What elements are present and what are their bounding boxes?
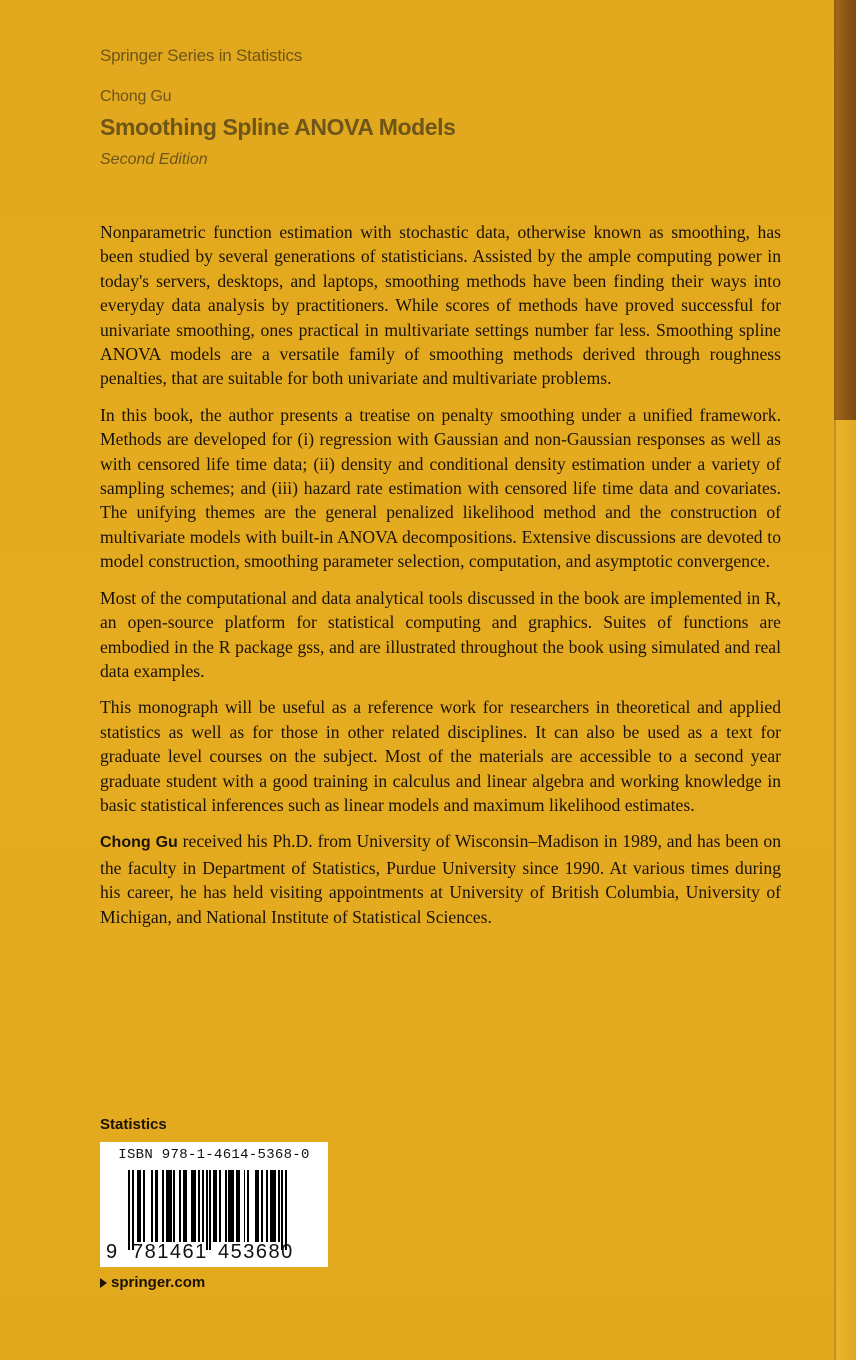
barcode-bar [285,1170,287,1250]
ean-right-group: 453680 [218,1241,294,1263]
publisher-link[interactable] [100,1274,205,1291]
isbn-label: ISBN 978-1-4614-5368-0 [118,1147,310,1163]
author-name: Chong Gu [100,88,172,105]
ean-first-digit: 9 [106,1241,118,1263]
spine-fold-line [834,0,836,1360]
blurb-paragraph-2: In this book, the author presents a treatise on penalty smoothing under a unified framework. Methods are developed for (i) regression with Gaussian and non-Gaussian responses as well as with censored life time data; (ii) density and conditional density estimation under a variety of sampling schemes; and (iii) hazard rate estimation with censored life time data and covariates. The unifying themes are the general penalized likelihood method and the construction of multivariate models with built-in ANOVA decompositions. Extensive discussions are devoted to model construction, smoothing parameter selection, computation, and asymptotic convergence. [100,404,781,572]
spine-dark-band [834,0,856,420]
edition-label: Second Edition [100,151,208,168]
author-bio [100,829,781,929]
blurb-paragraph-3: Most of the computational and data analytical tools discussed in the book are implemented in R, an open-source platform for statistical computing and graphics. Suites of functions are embodied in the R package gss, and are illustrated throughout the book using simulated and real data examples. [100,587,781,681]
series-name: Springer Series in Statistics [100,46,303,65]
barcode [100,1142,328,1267]
bio-text: received his Ph.D. from University of Wisconsin–Madison in 1989, and has been on the faculty in Department of Statistics, Purdue University since 1990. At various times during his career, he has held visiting appointments at University of British Columbia, University of Michigan, and National Institute of Statistical Sciences. [100,831,782,927]
barcode-bars [128,1170,312,1250]
blurb-paragraph-1: Nonparametric function estimation with stochastic data, otherwise known as smoothing, has been studied by several generations of statisticians. Assisted by the ample computing power in today's servers, desktops, and laptops, smoothing methods have been finding their ways into everyday data analysis by practitioners. While scores of methods have proved successful for univariate smoothing, ones practical in multivariate settings number far less. Smoothing spline ANOVA models are a versatile family of smoothing methods derived through roughness penalties, that are suitable for both univariate and multivariate problems. [100,222,781,389]
bio-author-name: Chong Gu [100,834,178,852]
publisher-url: springer.com [111,1274,206,1291]
ean-left-group: 781461 [132,1241,208,1263]
arrow-right-icon [100,1278,107,1288]
spine-light-band [834,420,856,1360]
subject-category: Statistics [100,1116,167,1133]
blurb [100,220,781,941]
blurb-paragraph-4: This monograph will be useful as a reference work for researchers in theoretical and applied statistics as well as for those in other related disciplines. It can also be used as a text for graduate level courses on the subject. Most of the materials are accessible to a second year graduate student with a good training in calculus and linear algebra and working knowledge in basic statistical inferences such as linear models and maximum likelihood estimates. [100,697,781,815]
book-title: Smoothing Spline ANOVA Models [100,114,456,140]
